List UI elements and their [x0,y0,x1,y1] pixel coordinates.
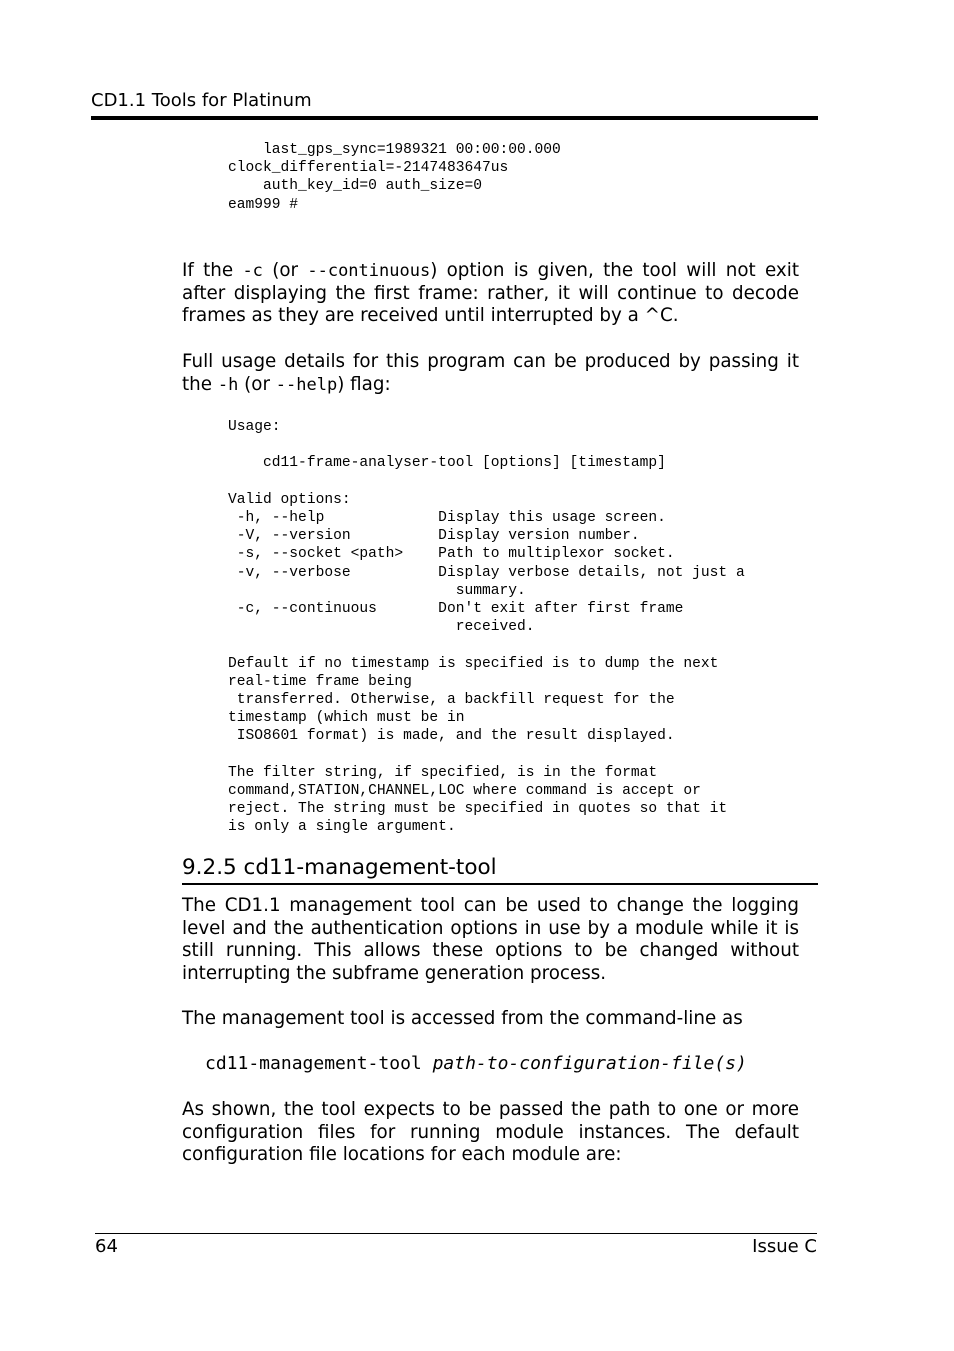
inline-code-h: -h [217,374,239,395]
inline-code-help: --help [275,374,338,395]
inline-code-c: -c [242,261,263,281]
section-heading: 9.2.5 cd11-management-tool [182,855,497,880]
paragraph-continuous-option: If the -c (or --continuous) option is given, the tool will not exit after displaying the first frame: rather, it will continue to decode frames as they are received until interrupted by a ^C. [182,260,799,326]
header-rule [91,116,818,120]
paragraph-usage-intro: Full usage details for this program can be produced by passing it the -h (or --help) flag: [182,351,799,395]
inline-code-continuous: --continuous [307,261,431,281]
paragraph-management-tool-intro: The CD1.1 management tool can be used to change the logging level and the authentication options in use by a module while it is still running. This allows these options to be changed without interrupting the subframe generation process. [182,895,799,984]
section-rule [182,883,818,885]
code-block-status-output: last_gps_sync=1989321 00:00:00.000 clock_differential=-2147483647us auth_key_id=0 auth_size=0 eam999 # [228,142,561,213]
issue-label: Issue C [752,1236,817,1257]
command-example [205,1053,747,1074]
paragraph-config-files: As shown, the tool expects to be passed the path to one or more configuration files for running module instances. The default configuration file locations for each module are: [182,1099,799,1165]
paragraph-command-line-intro: The management tool is accessed from the command-line as [182,1008,743,1029]
page-number: 64 [95,1236,118,1257]
page-header-title: CD1.1 Tools for Platinum [91,90,312,111]
footer-rule [95,1233,817,1234]
command-argument: path-to-configuration-file(s) [432,1053,747,1074]
code-block-usage: Usage: cd11-frame-analyser-tool [options] [timestamp] Valid options: -h, --help Display this usage screen. -V, --version Display version number. -s, --socket <path> Path to multiplexor socket. -v, --verbose Display verbose details, not just a summary. -c, --continuous Don't exit after first frame received. Default if no timestamp is specified is to dump the next real-time frame being transferred. Otherwise, a backfill request for the timestamp (which must be in ISO8601 format) is made, and the result displayed. The filter string, if specified, is in the format command,STATION,CHANNEL,LOC where command is accept or reject. The string must be specified in quotes so that it is only a single argument. [228,419,745,836]
command-name: cd11-management-tool [205,1053,433,1074]
